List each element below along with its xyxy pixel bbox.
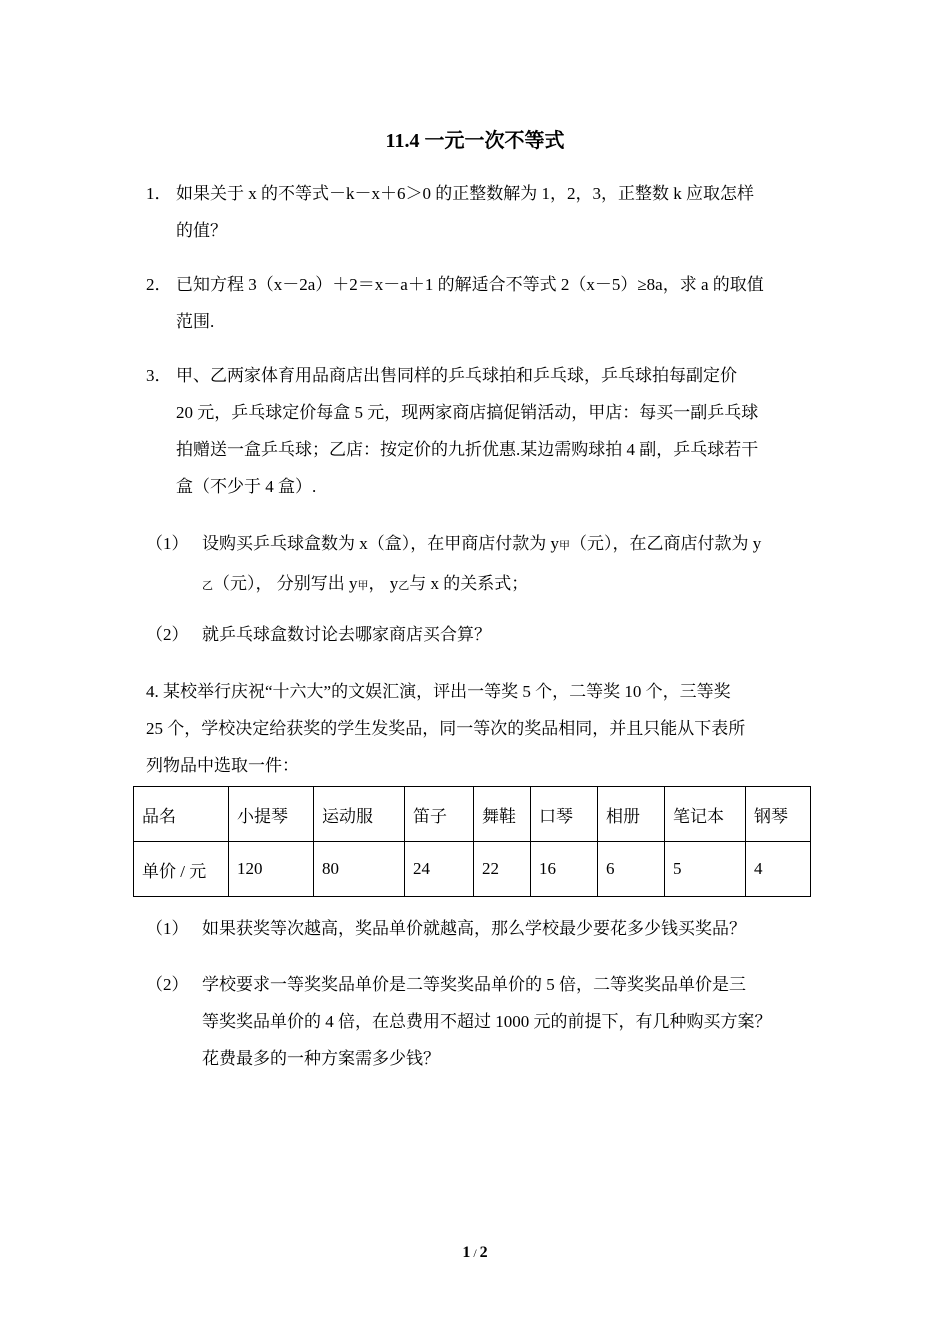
part-text: 如果获奖等次越高，奖品单价就越高，那么学校最少要花多少钱买奖品？ xyxy=(202,919,746,938)
table-cell: 6 xyxy=(598,842,665,897)
part-text: 设购买乒乓球盒数为 x（盒），在甲商店付款为 y xyxy=(202,534,559,553)
part-number: （2） xyxy=(146,975,189,994)
subscript: 甲 xyxy=(559,540,570,552)
page-number xyxy=(0,1244,950,1262)
part-text: 就乒乓球盒数讨论去哪家商店买合算？ xyxy=(202,625,491,644)
subscript: 乙 xyxy=(202,580,213,592)
table-cell: 24 xyxy=(405,842,474,897)
question-text: 20 元，乒乓球定价每盒 5 元，现两家商店搞促销活动，甲店：每买一副乒乓球 xyxy=(176,403,759,422)
question-3-part-2 xyxy=(146,616,826,653)
question-number: 2． xyxy=(146,275,172,294)
table-cell: 钢琴 xyxy=(746,787,811,842)
part-text: 等奖奖品单价的 4 倍，在总费用不超过 1000 元的前提下，有几种购买方案？ xyxy=(202,1012,772,1031)
question-text: 盒（不少于 4 盒）. xyxy=(176,477,317,496)
question-text: 列物品中选取一件： xyxy=(146,756,299,775)
question-number: 3． xyxy=(146,366,172,385)
table-cell: 笔记本 xyxy=(665,787,746,842)
page-separator: / xyxy=(470,1246,480,1260)
question-3-part-1 xyxy=(146,525,826,605)
question-text: 的值？ xyxy=(176,221,227,240)
table-cell: 120 xyxy=(229,842,314,897)
question-text: 4. 某校举行庆祝“十六大”的文娱汇演，评出一等奖 5 个，二等奖 10 个，三等奖 xyxy=(146,682,731,701)
question-4-part-2 xyxy=(146,966,826,1077)
question-text: 范围. xyxy=(176,312,215,331)
table-row xyxy=(134,787,811,842)
page-title: 11.4 一元一次不等式 xyxy=(385,130,565,152)
table-cell: 单价 / 元 xyxy=(134,842,229,897)
subscript: 乙 xyxy=(398,580,410,592)
table-cell: 品名 xyxy=(134,787,229,842)
current-page: 1 xyxy=(462,1244,471,1261)
question-4 xyxy=(146,673,826,784)
total-pages: 2 xyxy=(479,1244,488,1261)
question-text: 已知方程 3（x－2a）＋2＝x－a＋1 的解适合不等式 2（x－5）≥8a，求 a 的取值 xyxy=(176,275,764,294)
part-text: 学校要求一等奖奖品单价是二等奖奖品单价的 5 倍，二等奖奖品单价是三 xyxy=(202,975,746,994)
question-2 xyxy=(146,266,826,340)
table-cell: 相册 xyxy=(598,787,665,842)
table-row xyxy=(134,842,811,897)
question-1 xyxy=(146,175,826,249)
question-3 xyxy=(146,357,826,505)
part-number: （1） xyxy=(146,919,189,938)
table-cell: 16 xyxy=(531,842,598,897)
question-number: 1． xyxy=(146,184,172,203)
table-cell: 笛子 xyxy=(405,787,474,842)
question-text: 拍赠送一盒乒乓球；乙店：按定价的九折优惠.某边需购球拍 4 副，乒乓球若干 xyxy=(176,440,759,459)
question-4-part-1 xyxy=(146,910,826,947)
part-number: （2） xyxy=(146,625,189,644)
question-text: 25 个，学校决定给获奖的学生发奖品，同一等次的奖品相同，并且只能从下表所 xyxy=(146,719,746,738)
table-cell: 运动服 xyxy=(314,787,405,842)
part-text: 花费最多的一种方案需多少钱？ xyxy=(202,1049,440,1068)
question-text: 甲、乙两家体育用品商店出售同样的乒乓球拍和乒乓球，乒乓球拍每副定价 xyxy=(176,366,737,385)
part-number: （1） xyxy=(146,534,189,553)
table-cell: 4 xyxy=(746,842,811,897)
part-text: ， y xyxy=(368,574,399,593)
table-cell: 小提琴 xyxy=(229,787,314,842)
table-cell: 口琴 xyxy=(531,787,598,842)
table-cell: 舞鞋 xyxy=(474,787,531,842)
part-text: （元），在乙商店付款为 y xyxy=(570,534,762,553)
subscript: 甲 xyxy=(357,580,369,592)
table-cell: 5 xyxy=(665,842,746,897)
question-text: 如果关于 x 的不等式－k－x＋6＞0 的正整数解为 1，2，3，正整数 k 应取怎样 xyxy=(176,184,754,203)
table-cell: 80 xyxy=(314,842,405,897)
prize-price-table xyxy=(133,786,811,897)
part-text: 与 x 的关系式； xyxy=(409,574,529,593)
part-text: （元）， 分别写出 y xyxy=(213,574,358,593)
table-cell: 22 xyxy=(474,842,531,897)
